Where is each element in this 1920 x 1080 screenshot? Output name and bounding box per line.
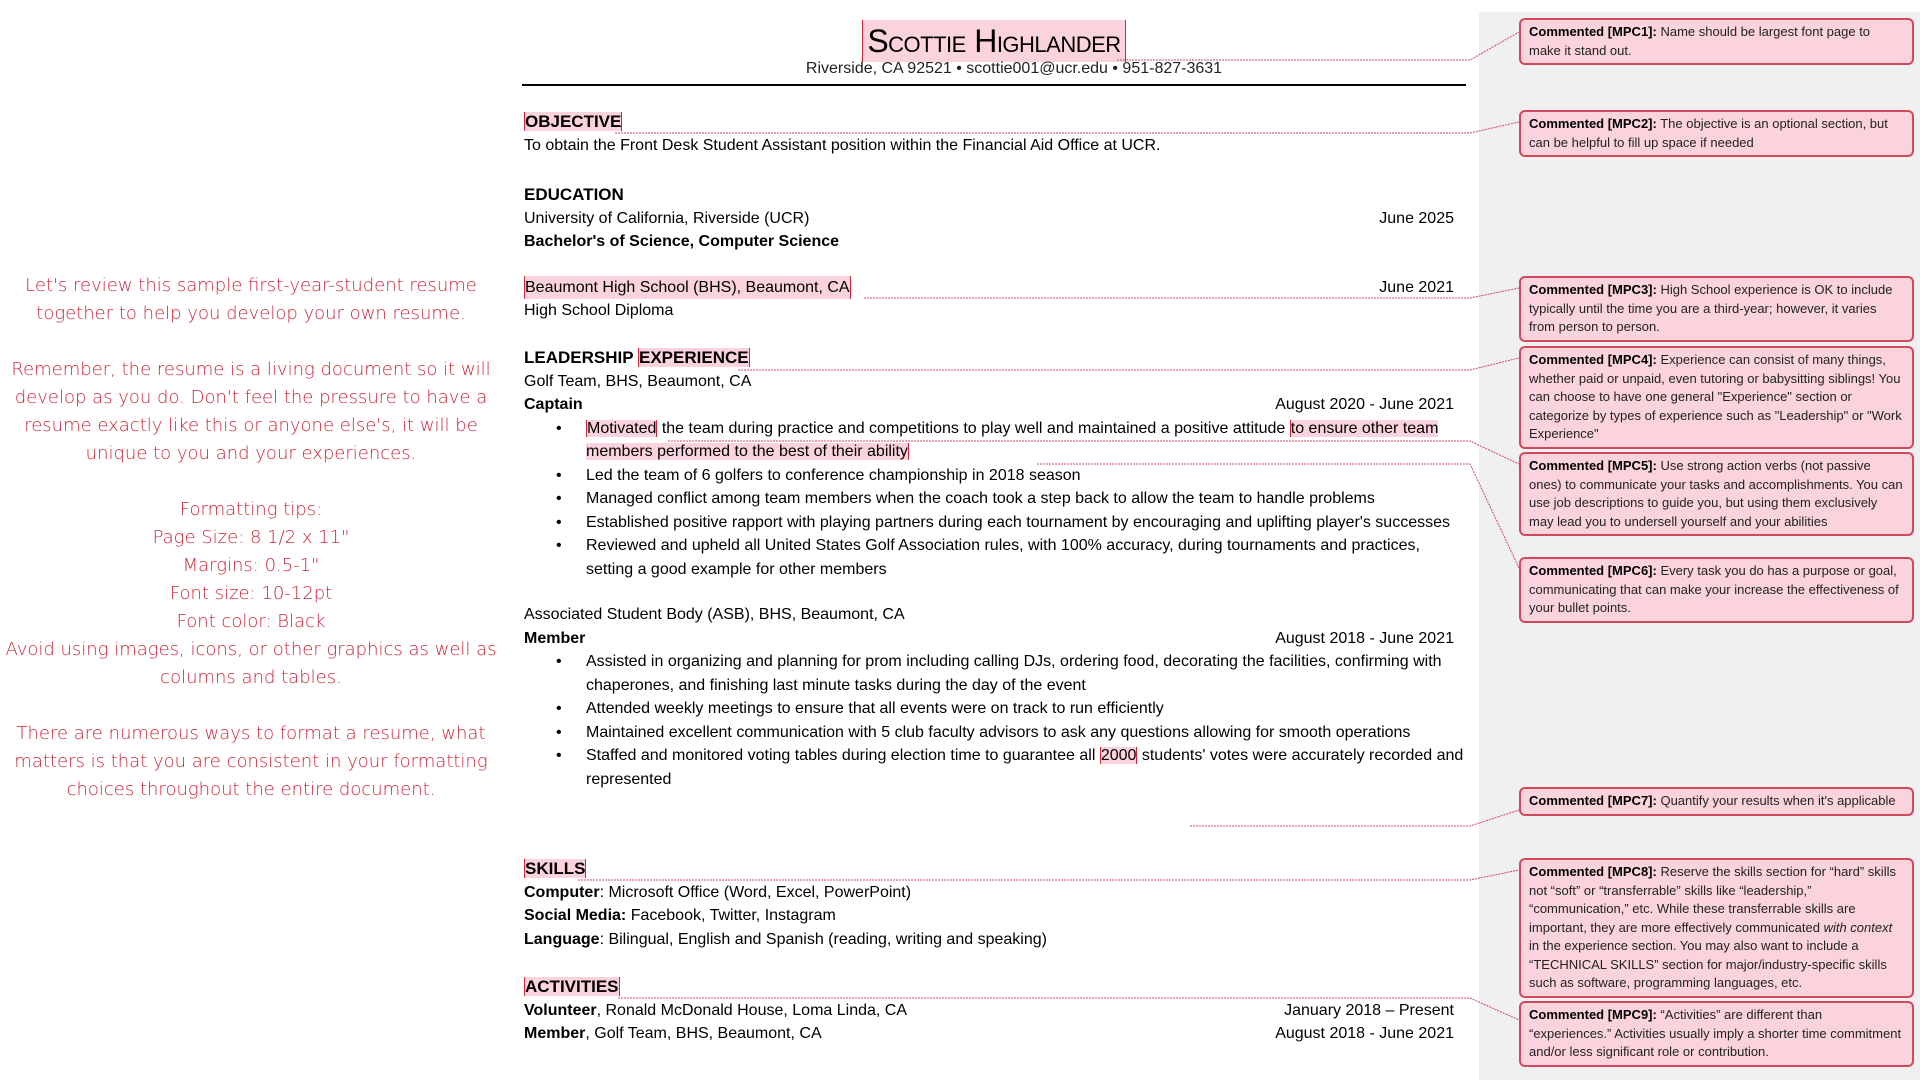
comment-tag: Commented [MPC3]: xyxy=(1529,282,1657,297)
comment-mpc6[interactable] xyxy=(1519,557,1914,623)
bullet-item: • Assisted in organizing and planning for prom including calling DJs, ordering food, decorating the facilities, confirming with chaperones, and finishing last minute tasks during the day of the event xyxy=(586,650,1464,697)
comment-mpc7[interactable] xyxy=(1519,787,1914,816)
skills-heading[interactable]: SKILLS xyxy=(525,859,586,878)
degree: Bachelor's of Science, Computer Science xyxy=(524,233,840,250)
skill-value: Facebook, Twitter, Instagram xyxy=(630,907,836,924)
activities-section xyxy=(524,975,1464,1046)
bullet-item: • Managed conflict among team members when the coach took a step back to allow the team to handle problems xyxy=(586,487,1464,511)
org-name: Golf Team, BHS, Beaumont, CA xyxy=(524,372,752,390)
bullet-text: students' votes were accurately recorded and represented xyxy=(586,747,1464,788)
bullet-item: • Reviewed and upheld all United States Golf Association rules, with 100% accuracy, during tournaments and practices, setting a good example for other members xyxy=(586,534,1464,581)
skill-label: Computer xyxy=(524,883,600,901)
comment-tag: Commented [MPC7]: xyxy=(1529,793,1657,808)
school-name[interactable]: Beaumont High School (BHS), Beaumont, CA xyxy=(524,276,851,300)
role-dates: August 2020 - June 2021 xyxy=(1275,396,1454,413)
graduation-date: June 2025 xyxy=(1379,209,1454,227)
comment-mpc9[interactable] xyxy=(1519,1001,1914,1067)
leadership-heading-b[interactable]: EXPERIENCE xyxy=(639,348,749,367)
comment-mpc3[interactable] xyxy=(1519,276,1914,342)
bullet-item: • Maintained excellent communication with 5 club faculty advisors to ask any questions allowing for smooth operations xyxy=(586,721,1464,745)
tip-item: Margins: 0.5-1" xyxy=(182,555,320,576)
notes-intro: Let's review this sample first-year-student resume together to help you develop your own resume. xyxy=(25,275,477,324)
bullet-item: • Led the team of 6 golfers to conference championship in 2018 season xyxy=(586,464,1464,488)
notes-reminder: Remember, the resume is a living document so it will develop as you do. Don't feel the pressure to have a resume exactly like this or anyone else's, it will be unique to you and your experiences. xyxy=(11,359,491,464)
purpose-phrase[interactable]: to ensure other team members performed to the best of their ability xyxy=(586,419,1439,460)
skills-section xyxy=(524,857,1464,951)
activity-dates: January 2018 – Present xyxy=(1284,1001,1454,1019)
education-section xyxy=(524,183,1464,323)
skill-value: Bilingual, English and Spanish (reading, writing and speaking) xyxy=(608,930,1047,948)
skill-label: Social Media: xyxy=(524,907,627,924)
graduation-date: June 2021 xyxy=(1379,278,1454,296)
skill-label: Language xyxy=(524,930,600,948)
comment-text: High School experience is OK to include typically until the time you are a third-year; however, it varies from person to person. xyxy=(1529,282,1893,334)
skill-item xyxy=(524,928,1464,952)
bullet-list xyxy=(524,650,1464,791)
formatting-tips xyxy=(0,496,502,692)
leadership-section xyxy=(524,346,1464,791)
activity-item xyxy=(524,1022,1464,1046)
bullet-item xyxy=(586,417,1464,464)
header-rule xyxy=(522,84,1466,86)
org-name: Associated Student Body (ASB), BHS, Beaumont, CA xyxy=(524,606,905,623)
activity-org: , Ronald McDonald House, Loma Linda, CA xyxy=(596,1001,907,1019)
resume-page xyxy=(522,0,1466,1080)
comment-mpc2[interactable] xyxy=(1519,110,1914,157)
comment-tag: Commented [MPC8]: xyxy=(1529,864,1657,879)
role-title: Member xyxy=(524,629,586,647)
comment-text: Experience can consist of many things, whether paid or unpaid, even tutoring or babysitting siblings! You can choose to have one general "Experience" section or categorize by types of experience such as "Leadership" or "Work Experience" xyxy=(1529,352,1902,441)
comment-text: Every task you do has a purpose or goal, communicating that can make your increase the effectiveness of your bullet points. xyxy=(1529,563,1899,615)
activity-role: Member xyxy=(524,1025,586,1042)
education-heading: EDUCATION xyxy=(524,185,624,204)
comment-tag: Commented [MPC1]: xyxy=(1529,24,1657,39)
skill-value: Microsoft Office (Word, Excel, PowerPoint) xyxy=(608,883,912,901)
skill-sep: : xyxy=(599,883,609,901)
objective-text: To obtain the Front Desk Student Assistant position within the Financial Aid Office at UCR. xyxy=(524,136,1161,154)
bullet-text: Staffed and monitored voting tables during election time to guarantee all xyxy=(586,747,1100,764)
objective-section xyxy=(524,110,1464,157)
resume-name[interactable]: Scottie Highlander xyxy=(862,20,1125,62)
education-entry xyxy=(524,276,1464,300)
notes-closing: There are numerous ways to format a resume, what matters is that you are consistent in your formatting choices throughout the entire document. xyxy=(14,723,488,800)
comment-text: “Activities” are different than “experiences.” Activities usually imply a shorter time commitment and/or less significant role or contribution. xyxy=(1529,1007,1902,1059)
comment-mpc8[interactable] xyxy=(1519,858,1914,998)
leadership-heading-a: LEADERSHIP xyxy=(524,348,634,367)
action-verb[interactable]: Motivated xyxy=(587,419,657,437)
skill-item xyxy=(524,881,1464,905)
comment-text: Reserve the skills section for “hard” skills not “soft” or “transferrable” skills like “leadership,” “communication,” etc. While these transferrable skills are important, they are more effectively communicated xyxy=(1529,864,1896,935)
skill-sep: : xyxy=(599,930,609,948)
comment-text: Name should be largest font page to make it stand out. xyxy=(1529,24,1871,58)
comment-mpc1[interactable] xyxy=(1519,18,1914,65)
quantified-number[interactable]: 2000 xyxy=(1100,747,1137,764)
bullet-item xyxy=(586,744,1464,791)
comment-tag: Commented [MPC4]: xyxy=(1529,352,1657,367)
school-name: University of California, Riverside (UCR) xyxy=(524,209,810,227)
comment-tag: Commented [MPC9]: xyxy=(1529,1007,1657,1022)
comment-mpc4[interactable] xyxy=(1519,346,1914,449)
education-entry xyxy=(524,207,1464,231)
bullet-text: the team during practice and competitions to play well and maintained a positive attitude xyxy=(657,419,1290,437)
tip-item: Avoid using images, icons, or other graphics as well as columns and tables. xyxy=(5,639,497,688)
activity-role: Volunteer xyxy=(524,1001,597,1019)
comment-text-italic: with context xyxy=(1823,919,1893,935)
role-dates: August 2018 - June 2021 xyxy=(1275,629,1454,647)
activity-item xyxy=(524,999,1464,1023)
tip-item: Font color: Black xyxy=(176,611,326,632)
instruction-notes xyxy=(0,272,502,832)
tip-item: Page Size: 8 1/2 x 11" xyxy=(152,527,350,548)
comment-text: The objective is an optional section, but can be helpful to fill up space if needed xyxy=(1529,116,1888,150)
role-title: Captain xyxy=(524,396,583,413)
comment-text: in the experience section. You may also want to include a “TECHNICAL SKILLS” section for major/industry-specific skills such as software, programming languages, etc. xyxy=(1529,938,1887,990)
contact-line: Riverside, CA 92521 • scottie001@ucr.edu • 951-827-3631 xyxy=(805,60,1223,77)
bullet-item: • Attended weekly meetings to ensure that all events were on track to run efficiently xyxy=(586,697,1464,721)
comment-text: Use strong action verbs (not passive ones) to communicate your tasks and accomplishments. You can use job descriptions to guide you, but using them exclusively may lead you to undersell yourself and your abilities xyxy=(1529,458,1903,529)
bullet-list xyxy=(524,417,1464,582)
activities-heading[interactable]: ACTIVITIES xyxy=(525,977,619,996)
skill-item xyxy=(524,904,1464,928)
comment-mpc5[interactable] xyxy=(1519,452,1914,536)
activity-dates: August 2018 - June 2021 xyxy=(1275,1025,1454,1042)
degree: High School Diploma xyxy=(524,302,674,319)
tip-item: Font size: 10-12pt xyxy=(169,583,333,604)
comment-tag: Commented [MPC6]: xyxy=(1529,563,1657,578)
activity-org: , Golf Team, BHS, Beaumont, CA xyxy=(585,1025,822,1042)
objective-heading[interactable]: OBJECTIVE xyxy=(525,112,622,131)
comment-tag: Commented [MPC5]: xyxy=(1529,458,1657,473)
bullet-item: • Established positive rapport with playing partners during each tournament by encouraging and uplifting player's successes xyxy=(586,511,1464,535)
comment-text: Quantify your results when it's applicable xyxy=(1656,793,1896,808)
tips-title: Formatting tips: xyxy=(179,499,323,520)
comment-tag: Commented [MPC2]: xyxy=(1529,116,1657,131)
